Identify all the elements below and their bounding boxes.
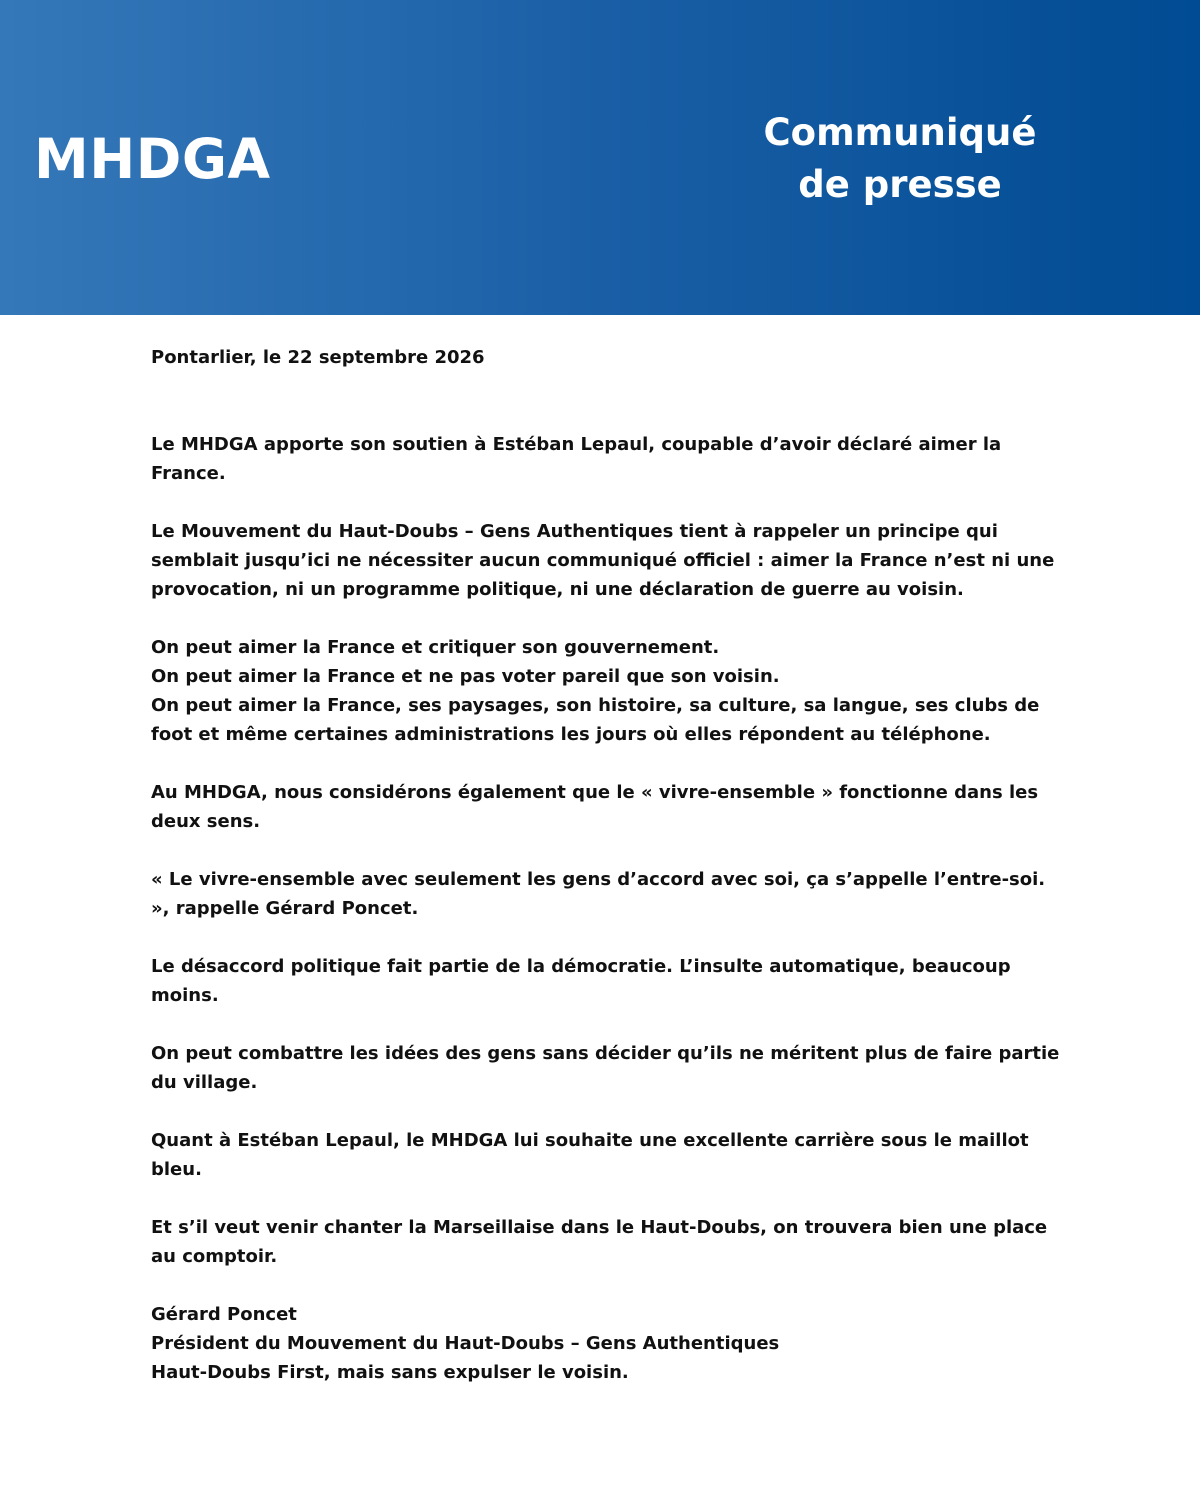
paragraph-text: « Le vivre-ensemble avec seulement les gens d’accord avec soi, ça s’appelle l’entre-soi. », rappelle Gérard Poncet. xyxy=(151,869,1046,919)
paragraph-text: Au MHDGA, nous considérons également que le « vivre-ensemble » fonctionne dans les deux sens. xyxy=(151,782,1039,832)
document-type-line-2: de presse xyxy=(798,163,1002,206)
signatory-title: Président du Mouvement du Haut-Doubs – Gens Authentiques xyxy=(151,1333,780,1354)
paragraph-democracy xyxy=(151,952,1061,1010)
paragraph-quote xyxy=(151,865,1061,923)
paragraph-village xyxy=(151,1039,1061,1097)
paragraph-intro xyxy=(151,430,1061,488)
header-banner xyxy=(0,0,1200,315)
dateline: Pontarlier, le 22 septembre 2026 xyxy=(151,347,485,368)
paragraph-text: Quant à Estéban Lepaul, le MHDGA lui souhaite une excellente carrière sous le maillot bleu. xyxy=(151,1130,1029,1180)
paragraph-text: Le MHDGA apporte son soutien à Estéban Lepaul, coupable d’avoir déclaré aimer la France. xyxy=(151,434,1002,484)
paragraph-line: On peut aimer la France, ses paysages, son histoire, sa culture, sa langue, ses clubs de foot et même certaines administrations les jours où elles répondent au téléphone. xyxy=(151,695,1040,745)
paragraph-principle xyxy=(151,517,1061,604)
organization-logo: MHDGA xyxy=(34,127,271,191)
paragraph-marseillaise xyxy=(151,1213,1061,1271)
press-release-body xyxy=(151,343,1061,1387)
paragraph-line: On peut aimer la France et ne pas voter pareil que son voisin. xyxy=(151,666,780,687)
document-type-title xyxy=(740,107,1060,211)
signature-block xyxy=(151,1300,1061,1387)
paragraph-vivre-ensemble xyxy=(151,778,1061,836)
signatory-name: Gérard Poncet xyxy=(151,1304,297,1325)
document-type-line-1: Communiqué xyxy=(763,111,1037,154)
signatory-motto: Haut-Doubs First, mais sans expulser le voisin. xyxy=(151,1362,629,1383)
paragraph-love-france xyxy=(151,633,1061,749)
paragraph-text: Le Mouvement du Haut-Doubs – Gens Authentiques tient à rappeler un principe qui semblait jusqu’ici ne nécessiter aucun communiqué officiel : aimer la France n’est ni une provocation, ni un programme politique, ni une déclaration de guerre au voisin. xyxy=(151,521,1055,600)
paragraph-career xyxy=(151,1126,1061,1184)
paragraph-text: Et s’il veut venir chanter la Marseillaise dans le Haut-Doubs, on trouvera bien une place au comptoir. xyxy=(151,1217,1048,1267)
paragraph-text: Le désaccord politique fait partie de la démocratie. L’insulte automatique, beaucoup moins. xyxy=(151,956,1011,1006)
paragraph-text: On peut combattre les idées des gens sans décider qu’ils ne méritent plus de faire partie du village. xyxy=(151,1043,1060,1093)
paragraph-line: On peut aimer la France et critiquer son gouvernement. xyxy=(151,637,720,658)
